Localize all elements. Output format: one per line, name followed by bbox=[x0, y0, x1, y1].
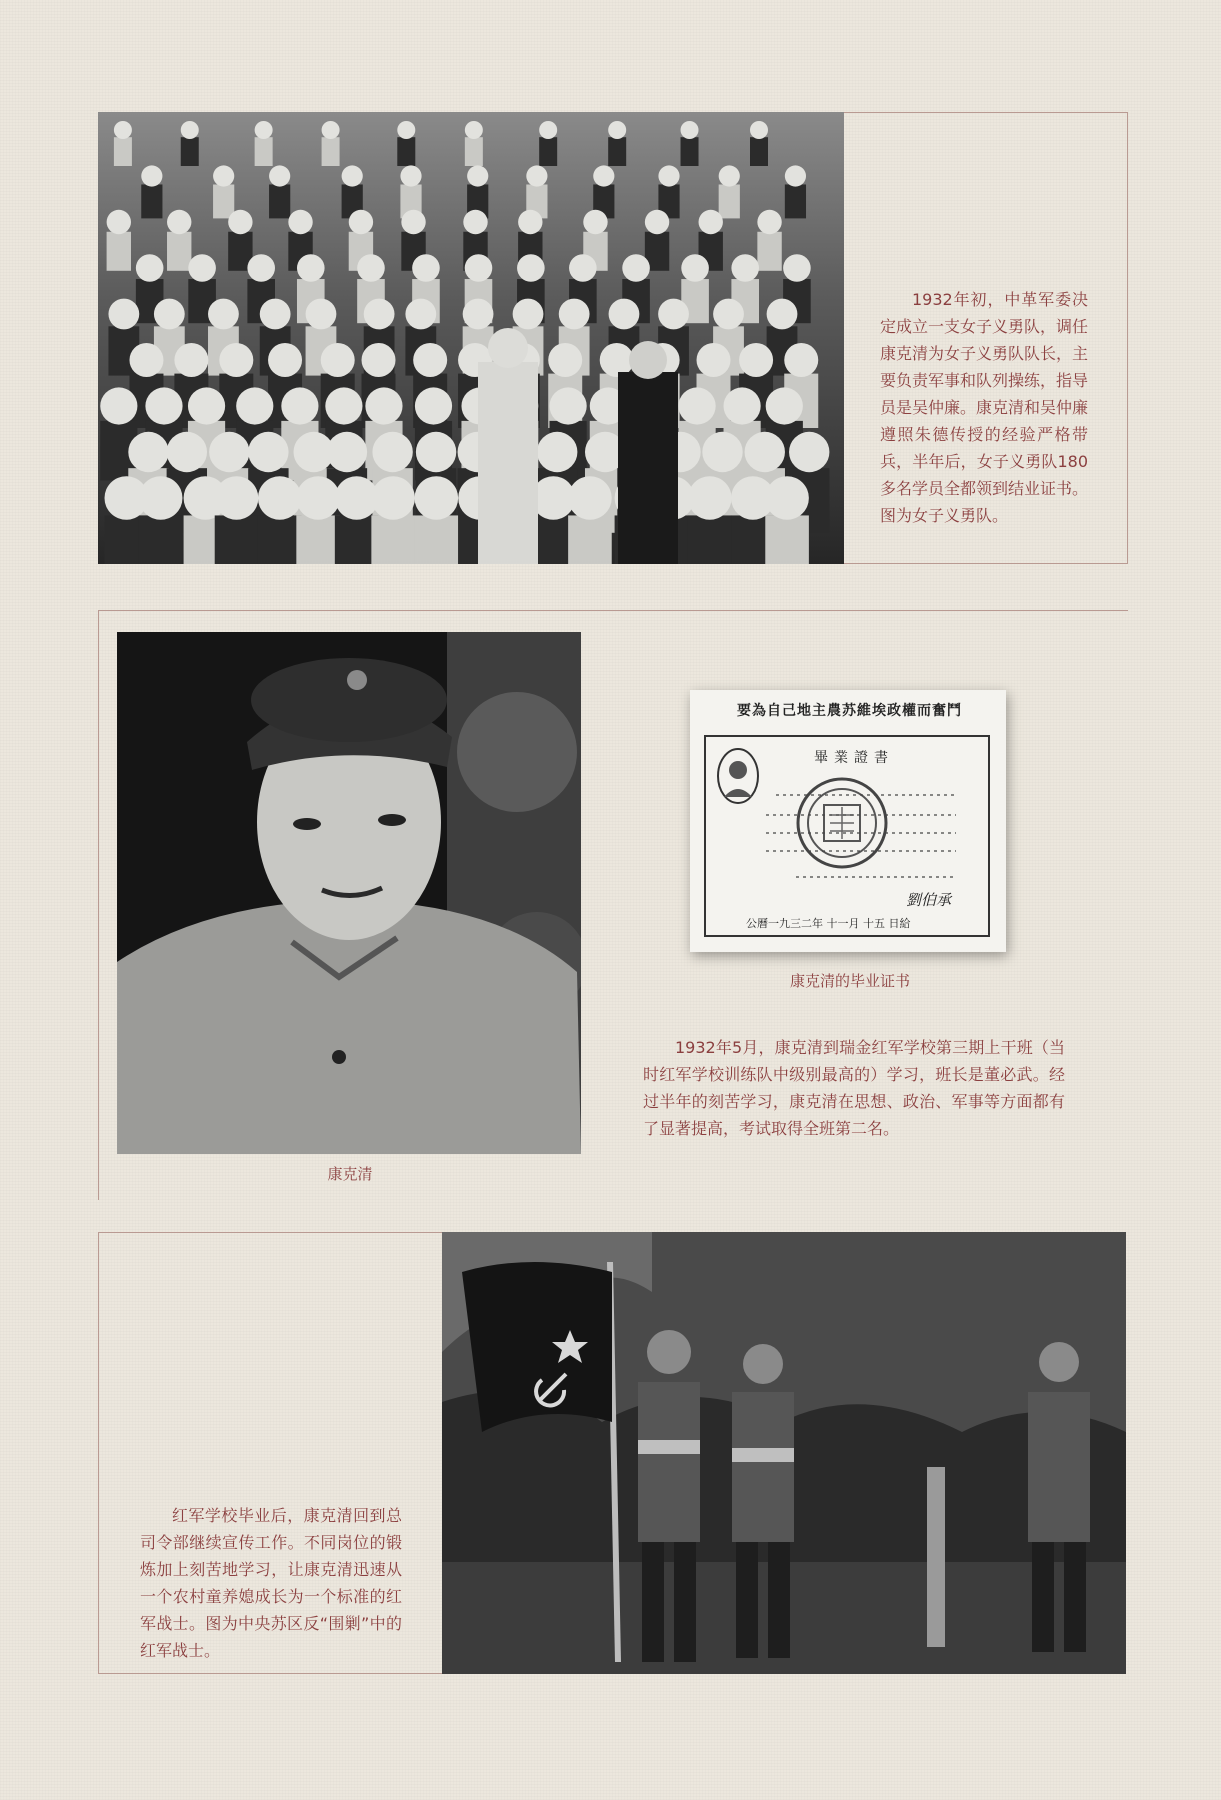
certificate-border bbox=[704, 735, 990, 937]
certificate-caption: 康克清的毕业证书 bbox=[789, 972, 910, 990]
certificate-date-line: 公曆一九三二年 十一月 十五 日給 bbox=[746, 917, 911, 930]
certificate-text-lines bbox=[766, 777, 966, 887]
certificate-signature: 劉伯承 bbox=[906, 891, 952, 909]
portrait-medallion-icon bbox=[714, 745, 762, 807]
portrait-caption: 康克清 bbox=[327, 1165, 373, 1183]
certificate-heading: 畢業證書 bbox=[814, 750, 894, 766]
section2-left-rule bbox=[98, 610, 99, 1200]
certificate-top-line: 要為自己地主農苏維埃政權而奮鬥 bbox=[737, 703, 962, 719]
red-army-soldiers-photo bbox=[442, 1232, 1126, 1674]
section2-text: 1932年5月，康克清到瑞金红军学校第三期上干班（当时红军学校训练队中级别最高的）学习，班长是董必武。经过半年的刻苦学习，康克清在思想、政治、军事等方面都有了显著提高，考试取得全班第二名。 bbox=[643, 1038, 1065, 1138]
section1-text: 1932年初，中革军委决定成立一支女子义勇队，调任康克清为女子义勇队队长，主要负责军事和队列操练，指导员是吴仲廉。康克清和吴仲廉遵照朱德传授的经验严格带兵，半年后，女子义勇队180多名学员全都领到结业证书。图为女子义勇队。 bbox=[880, 290, 1089, 525]
womens-volunteer-team-photo bbox=[98, 112, 844, 564]
section3-text: 红军学校毕业后，康克清回到总司令部继续宣传工作。不同岗位的锻炼加上刻苦地学习，让康克清迅速从一个农村童养媳成长为一个标准的红军战士。图为中央苏区反“围剿”中的红军战士。 bbox=[140, 1506, 402, 1660]
kang-keqing-portrait bbox=[117, 632, 581, 1154]
graduation-certificate bbox=[690, 690, 1006, 952]
section2-top-rule bbox=[98, 610, 1128, 611]
